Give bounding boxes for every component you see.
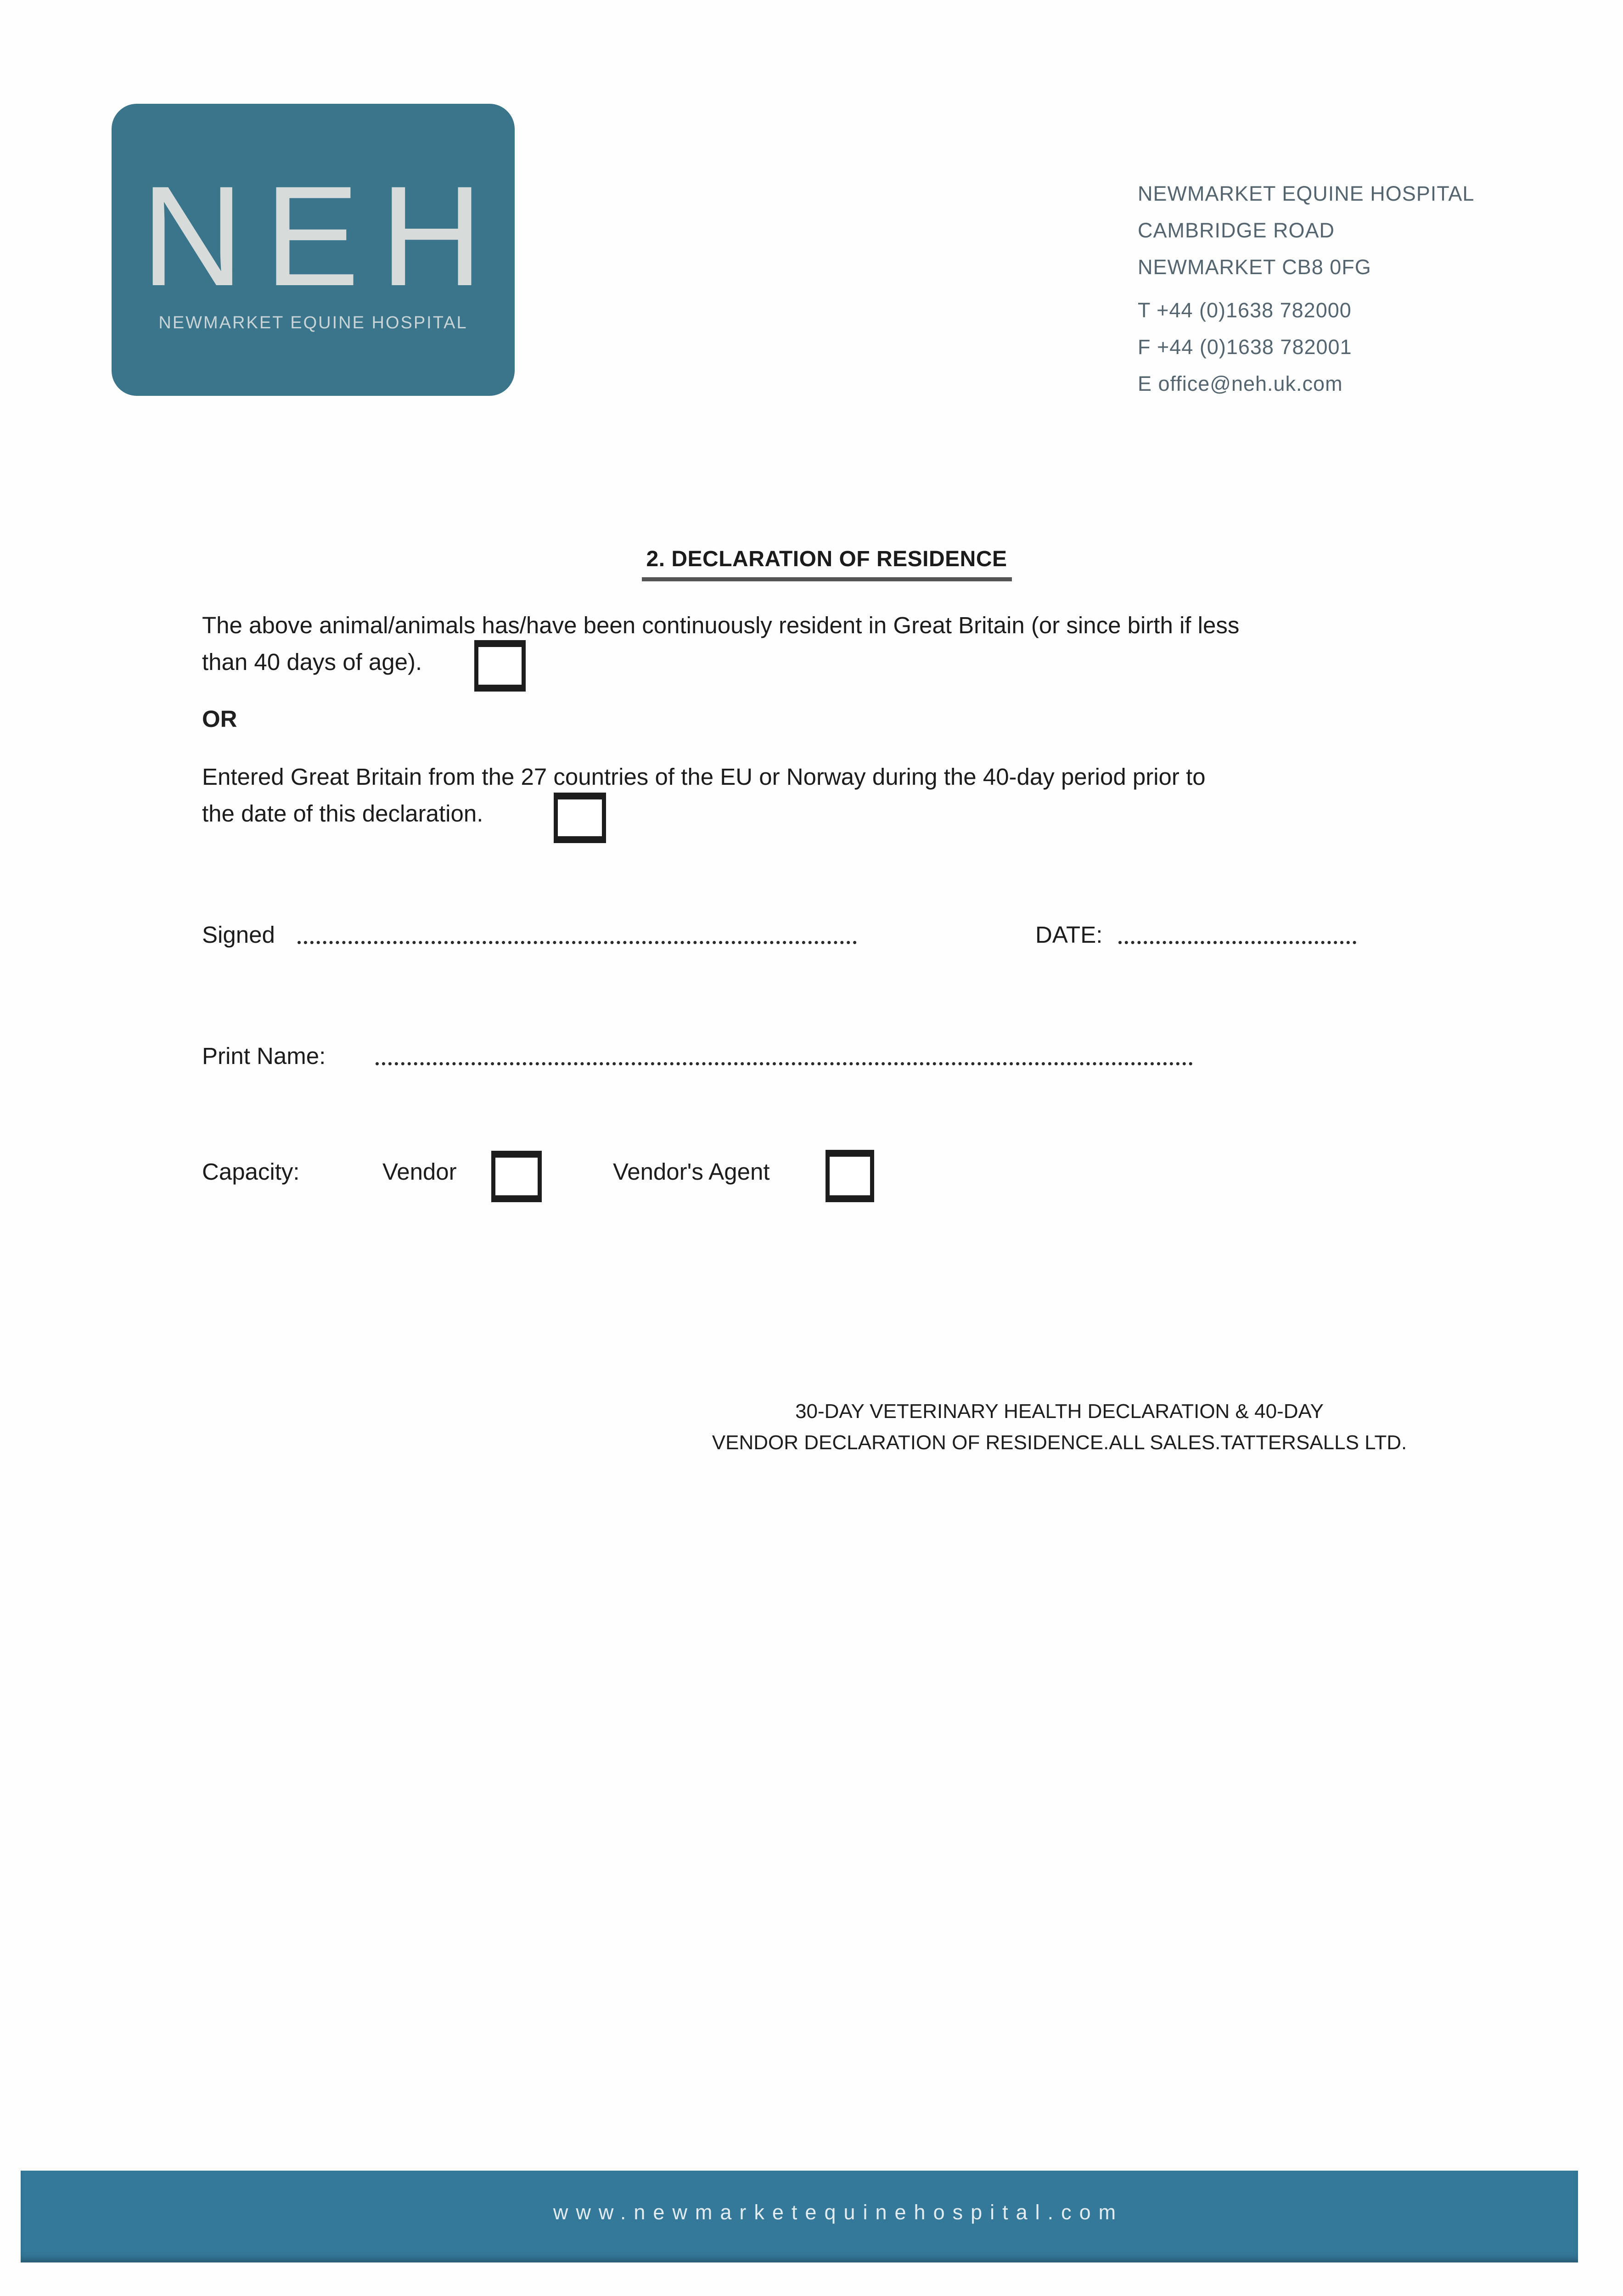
or-label: OR: [202, 706, 237, 732]
document-footer-note: [643, 1396, 1476, 1458]
address-line: NEWMARKET CB8 0FG: [1138, 255, 1371, 279]
residence-option-2-line1: Entered Great Britain from the 27 countries of the EU or Norway during the 40-day period prior to: [202, 764, 1206, 790]
section-title: 2. DECLARATION OF RESIDENCE: [642, 546, 1012, 581]
residence-option-2-line2: the date of this declaration.: [202, 800, 483, 827]
capacity-label: Capacity:: [202, 1159, 300, 1185]
residence-option-1-text: [202, 607, 1478, 681]
footer-note-line1: 30-DAY VETERINARY HEALTH DECLARATION & 40-DAY: [795, 1400, 1324, 1423]
capacity-vendors-agent-checkbox[interactable]: [826, 1150, 874, 1202]
capacity-vendor-label: Vendor: [382, 1159, 457, 1185]
date-label: DATE:: [1035, 922, 1103, 948]
print-name-fill-line[interactable]: [376, 1062, 1193, 1065]
footer-note-line2: VENDOR DECLARATION OF RESIDENCE.ALL SALES.TATTERSALLS LTD.: [712, 1431, 1407, 1454]
capacity-vendor-checkbox[interactable]: [491, 1151, 542, 1202]
hospital-address-block: [1138, 175, 1474, 402]
print-name-label: Print Name:: [202, 1043, 326, 1069]
residence-option-1-checkbox[interactable]: [474, 640, 526, 692]
address-line: CAMBRIDGE ROAD: [1138, 219, 1335, 242]
fax-line: F +44 (0)1638 782001: [1138, 335, 1352, 359]
signed-label: Signed: [202, 922, 275, 948]
neh-logo-acronym: NEH: [141, 156, 504, 315]
address-line: NEWMARKET EQUINE HOSPITAL: [1138, 182, 1475, 205]
website-footer-bar: [21, 2171, 1578, 2262]
website-url: www.newmarketequinehospital.com: [553, 2200, 1124, 2224]
date-fill-line[interactable]: [1118, 941, 1356, 944]
phone-line: T +44 (0)1638 782000: [1138, 298, 1352, 322]
residence-option-1-line1: The above animal/animals has/have been continuously resident in Great Britain (or since birth if less: [202, 612, 1240, 638]
capacity-vendors-agent-label: Vendor's Agent: [613, 1159, 770, 1185]
residence-option-2-text: [202, 759, 1478, 832]
neh-logo-subtitle: NEWMARKET EQUINE HOSPITAL: [158, 313, 468, 333]
neh-logo: [112, 104, 515, 396]
residence-option-2-checkbox[interactable]: [554, 793, 606, 843]
residence-option-1-line2: than 40 days of age).: [202, 649, 422, 675]
signed-signature-line[interactable]: [298, 941, 857, 944]
email-line: E office@neh.uk.com: [1138, 372, 1343, 395]
